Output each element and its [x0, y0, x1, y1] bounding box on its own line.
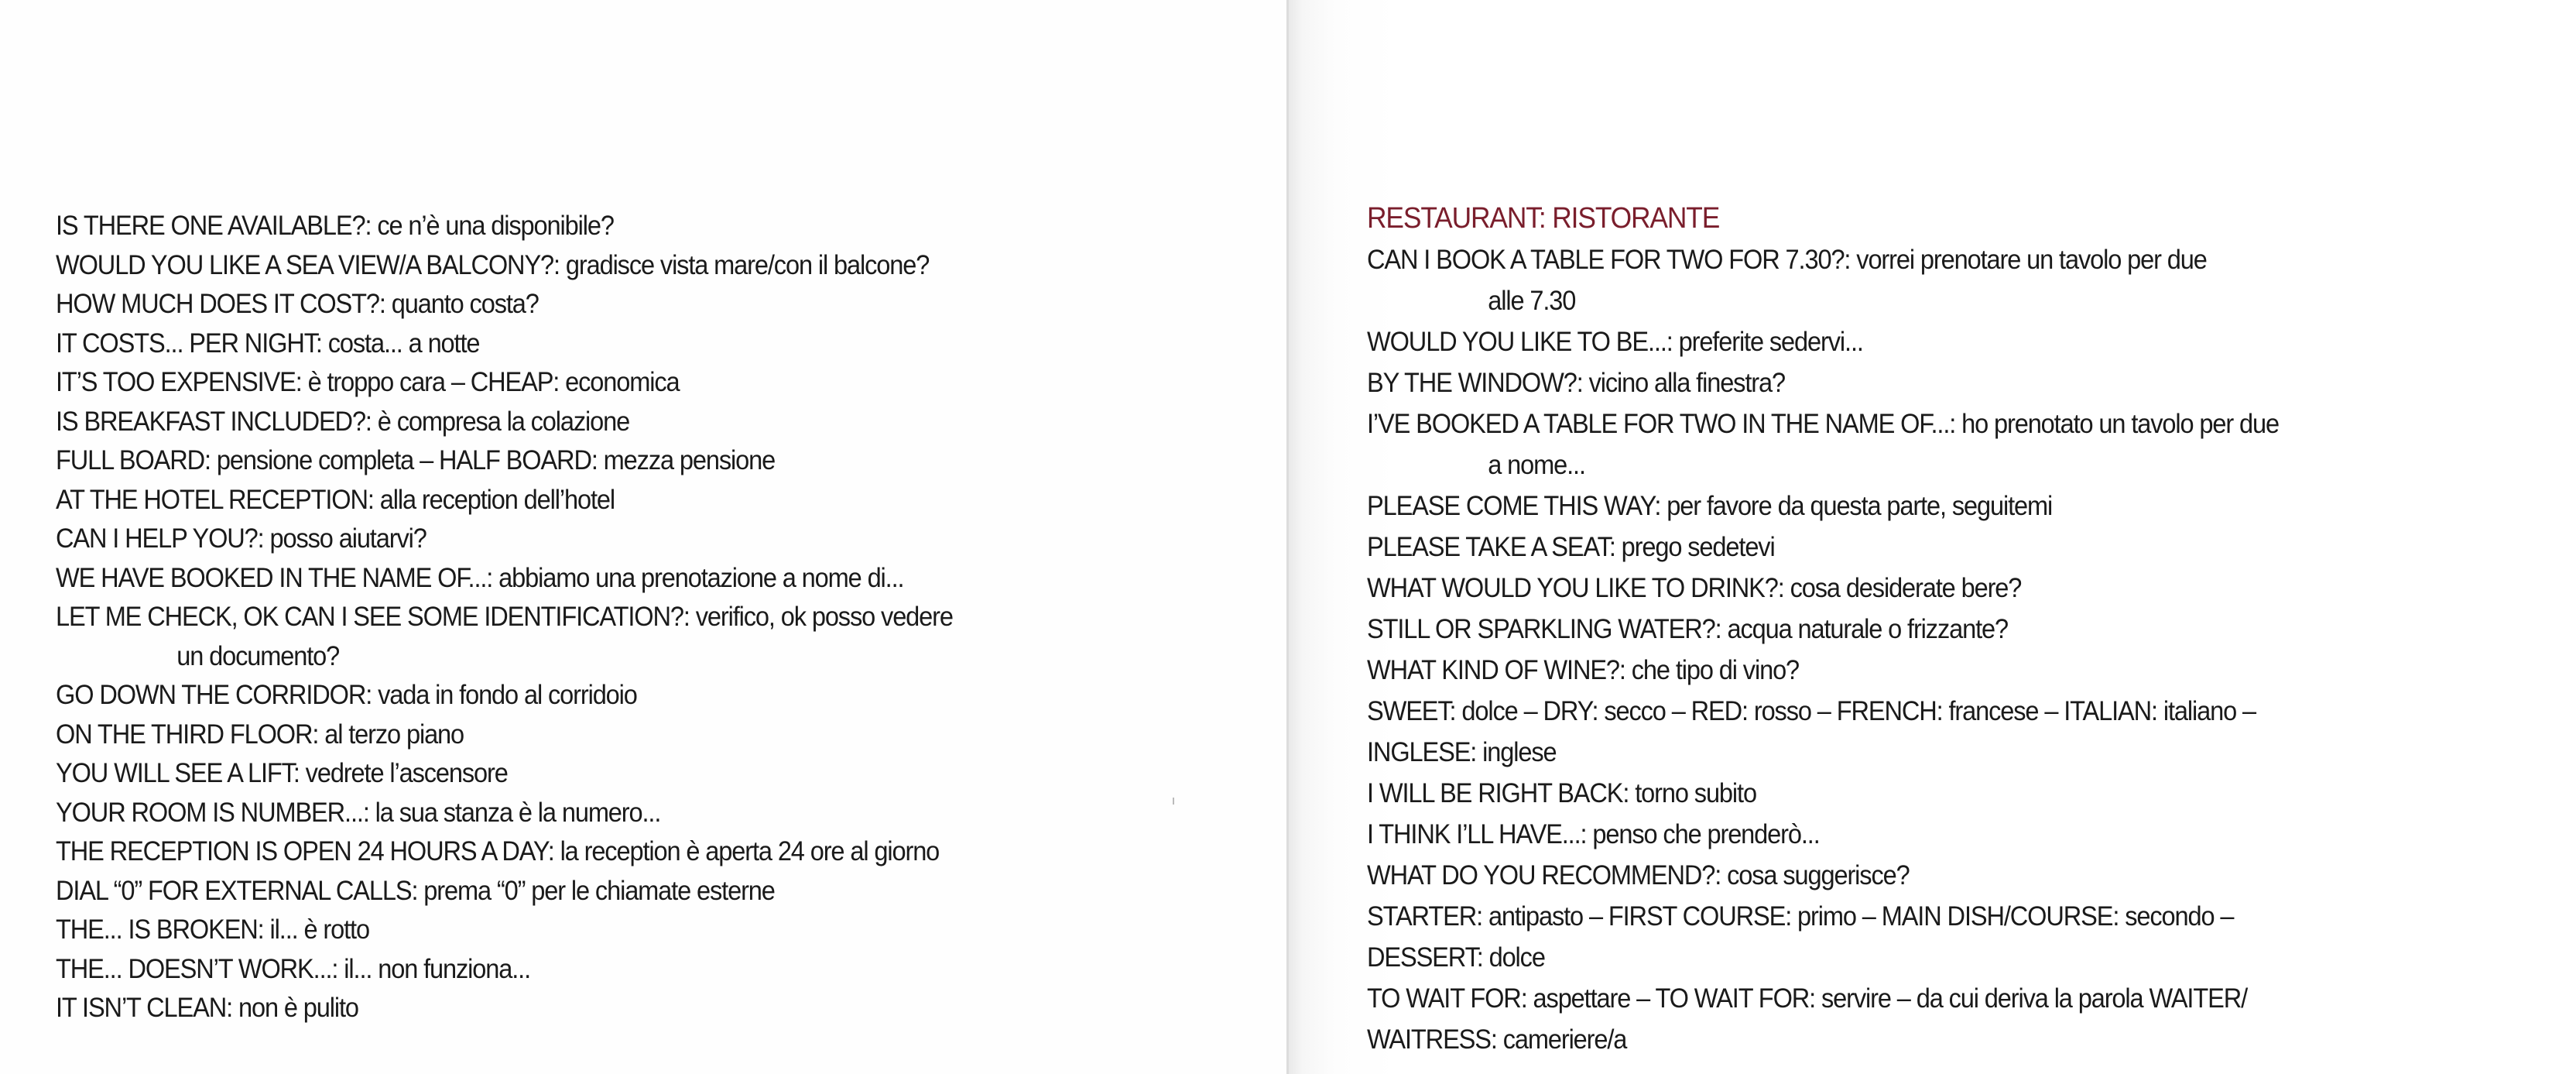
hotel-phrase-list: [56, 207, 1020, 1028]
phrase-line: HOW MUCH DOES IT COST?: quanto costa?: [56, 289, 539, 319]
phrase-line: STARTER: antipasto – FIRST COURSE: primo – MAIN DISH/COURSE: secondo –: [1367, 901, 2234, 932]
phrase-line: WAITRESS: cameriere/a: [1367, 1024, 1627, 1055]
phrase-line: I WILL BE RIGHT BACK: torno subito: [1367, 778, 1756, 808]
phrase-line: IS BREAKFAST INCLUDED?: è compresa la colazione: [56, 406, 630, 437]
phrase-line: I THINK I’LL HAVE...: penso che prenderò...: [1367, 819, 1820, 849]
phrase-line: ON THE THIRD FLOOR: al terzo piano: [56, 719, 464, 750]
phrase-line: STILL OR SPARKLING WATER?: acqua naturale o frizzante?: [1367, 614, 2009, 644]
phrase-line: IT COSTS... PER NIGHT: costa... a notte: [56, 328, 480, 359]
phrase-line: BY THE WINDOW?: vicino alla finestra?: [1367, 368, 1785, 398]
phrase-line: YOUR ROOM IS NUMBER...: la sua stanza è la numero...: [56, 797, 661, 828]
phrase-continuation: un documento?: [176, 640, 340, 671]
phrase-line: FULL BOARD: pensione completa – HALF BOARD: mezza pensione: [56, 445, 776, 475]
phrase-line: WOULD YOU LIKE A SEA VIEW/A BALCONY?: gradisce vista mare/con il balcone?: [56, 249, 930, 280]
phrase-line: IS THERE ONE AVAILABLE?: ce n’è una disponibile?: [56, 211, 614, 241]
phrase-line: YOU WILL SEE A LIFT: vedrete l’ascensore: [56, 758, 508, 788]
phrase-line: LET ME CHECK, OK CAN I SEE SOME IDENTIFICATION?: verifico, ok posso vedere: [56, 602, 953, 632]
phrase-line: THE RECEPTION IS OPEN 24 HOURS A DAY: la reception è aperta 24 ore al giorno: [56, 836, 940, 866]
phrase-line: IT ISN’T CLEAN: non è pulito: [56, 993, 358, 1023]
restaurant-phrase-list: [1367, 198, 2348, 1060]
phrase-line: WHAT DO YOU RECOMMEND?: cosa suggerisce?: [1367, 860, 1910, 890]
phrase-line: SWEET: dolce – DRY: secco – RED: rosso – FRENCH: francese – ITALIAN: italiano –: [1367, 696, 2256, 726]
right-page: [1289, 0, 2576, 1074]
phrase-line: WHAT WOULD YOU LIKE TO DRINK?: cosa desiderate bere?: [1367, 573, 2022, 603]
phrase-line: WOULD YOU LIKE TO BE...: preferite sedervi...: [1367, 327, 1863, 357]
phrase-line: PLEASE TAKE A SEAT: prego sedetevi: [1367, 532, 1775, 562]
phrase-line: IT’S TOO EXPENSIVE: è troppo cara – CHEAP: economica: [56, 367, 680, 397]
phrase-line: WHAT KIND OF WINE?: che tipo di vino?: [1367, 655, 1800, 685]
phrase-line: PLEASE COME THIS WAY: per favore da questa parte, seguitemi: [1367, 491, 2053, 521]
section-heading: RESTAURANT: RISTORANTE: [1367, 202, 1720, 235]
phrase-line: DESSERT: dolce: [1367, 942, 1545, 973]
phrase-line: THE... DOESN’T WORK...: il... non funziona...: [56, 953, 531, 984]
phrase-line: I’VE BOOKED A TABLE FOR TWO IN THE NAME OF...: ho prenotato un tavolo per due: [1367, 409, 2280, 439]
phrase-line: INGLESE: inglese: [1367, 737, 1557, 767]
phrase-line: CAN I HELP YOU?: posso aiutarvi?: [56, 523, 426, 554]
scan-speck: [1173, 798, 1174, 805]
phrase-line: GO DOWN THE CORRIDOR: vada in fondo al corridoio: [56, 680, 637, 710]
phrase-line: DIAL “0” FOR EXTERNAL CALLS: prema “0” per le chiamate esterne: [56, 875, 775, 906]
phrase-line: THE... IS BROKEN: il... è rotto: [56, 914, 369, 945]
phrase-continuation: alle 7.30: [1488, 286, 1576, 316]
phrase-line: WE HAVE BOOKED IN THE NAME OF...: abbiamo una prenotazione a nome di...: [56, 562, 904, 593]
phrase-line: TO WAIT FOR: aspettare – TO WAIT FOR: servire – da cui deriva la parola WAITER/: [1367, 983, 2248, 1014]
phrase-line: AT THE HOTEL RECEPTION: alla reception dell’hotel: [56, 484, 615, 515]
phrase-continuation: a nome...: [1488, 450, 1585, 480]
phrase-line: CAN I BOOK A TABLE FOR TWO FOR 7.30?: vorrei prenotare un tavolo per due: [1367, 245, 2207, 275]
